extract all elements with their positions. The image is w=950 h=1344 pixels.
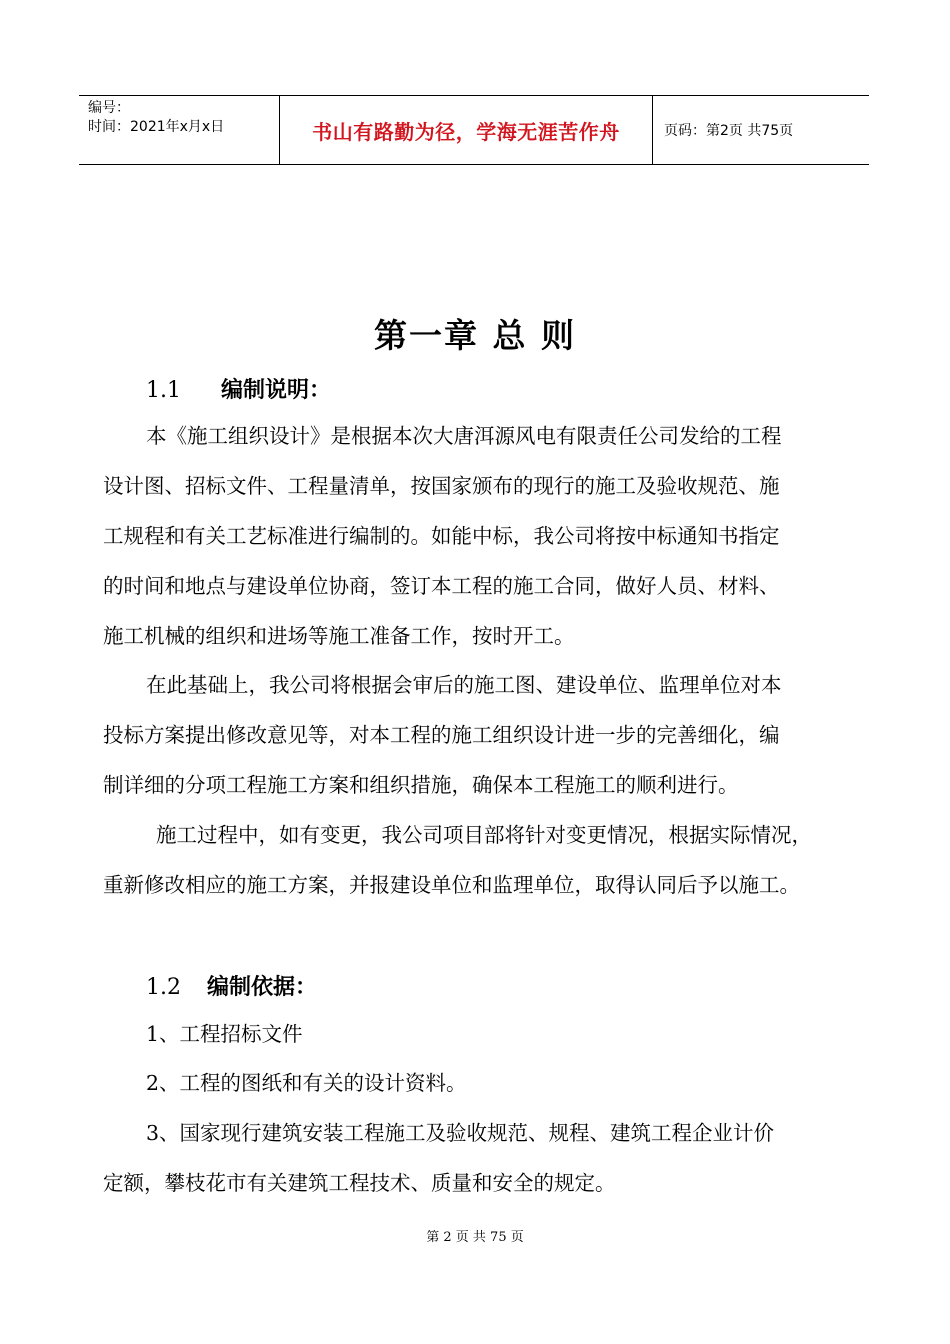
footer-page-text: 第 2 页 共 75 页 <box>426 1230 524 1245</box>
paragraph-line: 本《施工组织设计》是根据本次大唐洱源风电有限责任公司发给的工程 <box>146 424 782 448</box>
header-meta-cell <box>79 96 280 164</box>
section-heading-1-2 <box>146 970 317 1001</box>
chapter-title: 第一章 总 则 <box>374 316 576 355</box>
paragraph-line: 定额，攀枝花市有关建筑工程技术、质量和安全的规定。 <box>103 1171 616 1195</box>
header-motto: 书山有路勤为径，学海无涯苦作舟 <box>312 119 620 144</box>
header-time-label: 时间：2021年x月x日 <box>88 119 225 135</box>
paragraph-line: 工规程和有关工艺标准进行编制的。如能中标，我公司将按中标通知书指定 <box>103 524 780 548</box>
paragraph-line: 施工机械的组织和进场等施工准备工作，按时开工。 <box>103 624 575 648</box>
section-number: 1.1 <box>146 378 181 403</box>
header-number-label: 编号： <box>88 100 130 116</box>
list-item: 1、工程招标文件 <box>146 1022 303 1046</box>
paragraph-line: 设计图、招标文件、工程量清单，按国家颁布的现行的施工及验收规范、施 <box>103 474 780 498</box>
paragraph-line: 施工过程中，如有变更，我公司项目部将针对变更情况，根据实际情况， <box>156 823 812 847</box>
paragraph-line: 重新修改相应的施工方案，并报建设单位和监理单位，取得认同后予以施工。 <box>103 873 800 897</box>
paragraph-line: 在此基础上，我公司将根据会审后的施工图、建设单位、监理单位对本 <box>146 673 782 697</box>
list-item: 3、国家现行建筑安装工程施工及验收规范、规程、建筑工程企业计价 <box>146 1121 775 1145</box>
header-page-cell <box>653 96 869 164</box>
header-page-info: 页码：第2页 共75页 <box>664 123 794 139</box>
document-header <box>79 95 869 165</box>
page-footer <box>0 1226 950 1245</box>
paragraph-line: 投标方案提出修改意见等，对本工程的施工组织设计进一步的完善细化，编 <box>103 723 780 747</box>
section-title: 编制说明： <box>221 378 332 403</box>
section-number: 1.2 <box>146 975 181 1000</box>
header-motto-cell <box>280 96 653 164</box>
paragraph-line: 制详细的分项工程施工方案和组织措施，确保本工程施工的顺利进行。 <box>103 773 739 797</box>
paragraph-line: 的时间和地点与建设单位协商，签订本工程的施工合同，做好人员、材料、 <box>103 574 780 598</box>
section-heading-1-1 <box>146 373 331 404</box>
section-title: 编制依据： <box>207 975 318 1000</box>
list-item: 2、工程的图纸和有关的设计资料。 <box>146 1071 467 1095</box>
